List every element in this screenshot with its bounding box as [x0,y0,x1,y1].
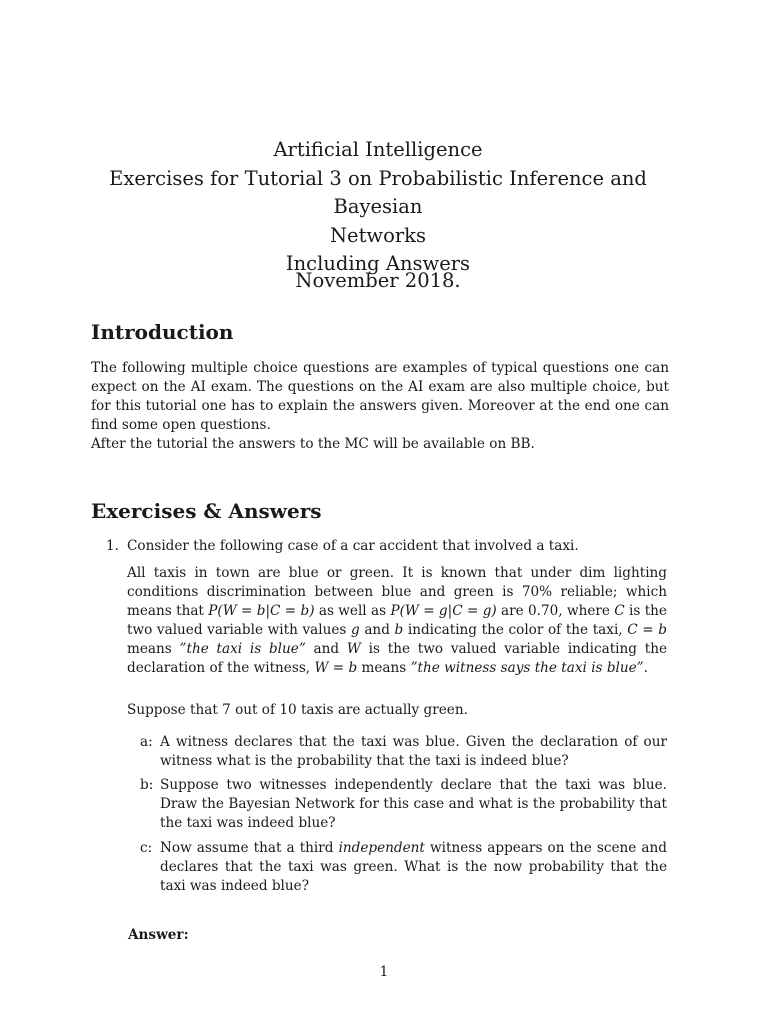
title-line-3: Networks [329,223,426,247]
question-number: 1. [106,538,119,554]
document-date: November 2018. [295,269,461,292]
introduction-paragraph: The following multiple choice questions are examples of typical questions one can expect on the AI exam. The questions on the AI exam are also multiple choice, but for this tutorial one has to explain the answers given. Moreover at the end one can find some open questions. [91,360,669,433]
title-line-1: Artificial Intelligence [273,138,483,161]
introduction-heading: Introduction [91,320,234,344]
question-context: All taxis in town are blue or green. It is known that under dim lighting conditions discrimination between blue and green is 70% reliable; which means that P(W = b|C = b) as well as P(W = g|C = g) are 0.70, where C is the two valued variable with values g and b indicating the color of the taxi, C = b means ”the taxi is blue” and W is the two valued variable indicating the declaration of the witness, W = b means ”the witness says the taxi is blue”. [127,565,667,676]
title-line-4: Including Answers [285,252,471,275]
page-number: 1 [379,964,389,980]
subquestion-a-label: a: [140,734,153,750]
document-title [80,136,676,279]
title-line-2: Exercises for Tutorial 3 on Probabilistic Inference and Bayesian [109,166,647,218]
subquestion-c-text: Now assume that a third independent witness appears on the scene and declares that the taxi was green. What is the now probability that the taxi was indeed blue? [160,840,667,894]
subquestion-a-text: A witness declares that the taxi was blue. Given the declaration of our witness what is the probability that the taxi is indeed blue? [160,734,667,769]
question-supposition: Suppose that 7 out of 10 taxis are actually green. [127,702,468,718]
answer-label: Answer: [128,927,189,943]
question-text: Consider the following case of a car accident that involved a taxi. [127,538,579,554]
subquestion-b-label: b: [140,777,154,793]
exercises-heading: Exercises & Answers [91,499,322,523]
introduction-note: After the tutorial the answers to the MC will be available on BB. [91,436,535,452]
subquestion-c-label: c: [140,840,153,856]
subquestion-b-text: Suppose two witnesses independently declare that the taxi was blue. Draw the Bayesian Network for this case and what is the probability that the taxi was indeed blue? [160,777,667,831]
